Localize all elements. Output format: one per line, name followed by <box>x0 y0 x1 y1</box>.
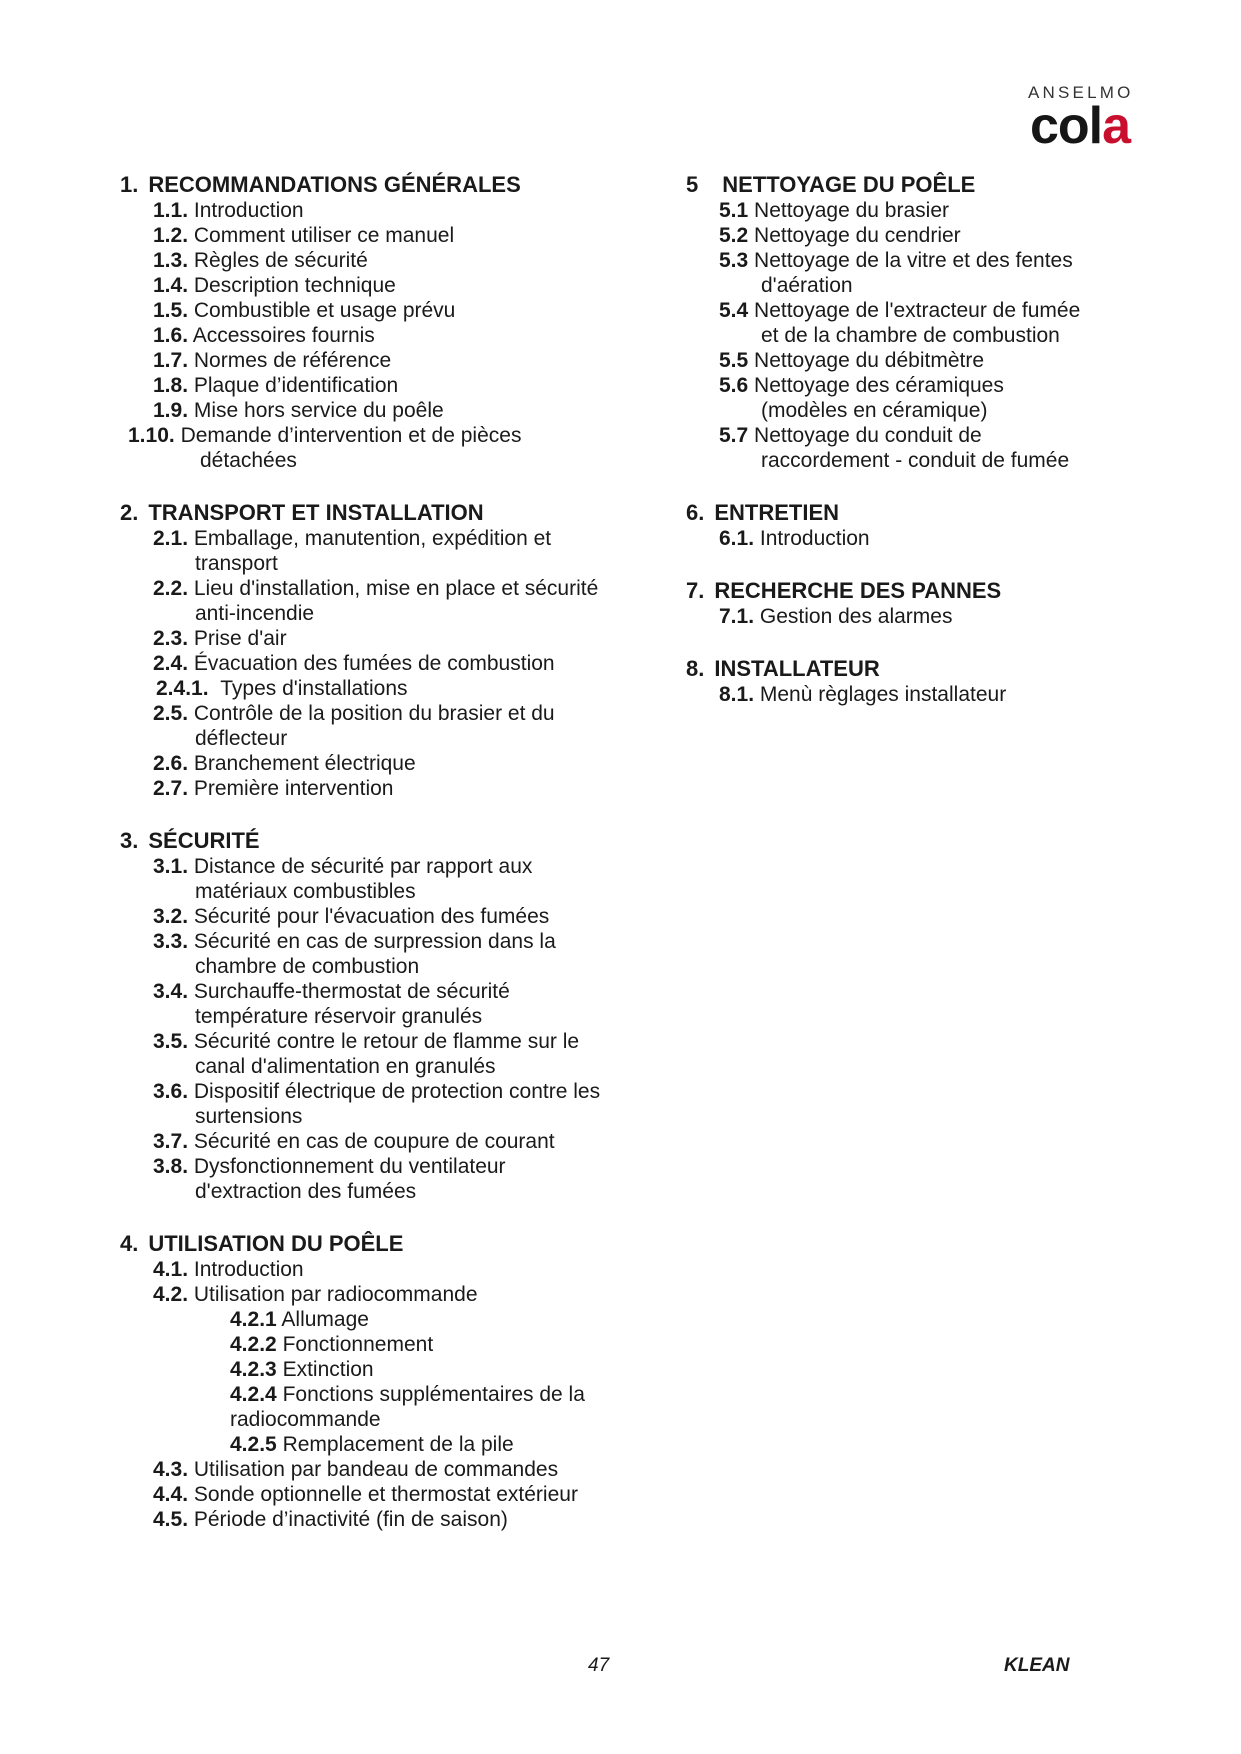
toc-entry[interactable]: 2.7. Première intervention <box>153 777 394 800</box>
toc-entry[interactable]: 4.1. Introduction <box>153 1258 304 1281</box>
toc-section <box>686 578 1146 629</box>
toc-entry[interactable]: 3.2. Sécurité pour l'évacuation des fumées <box>153 905 550 928</box>
toc-entry[interactable]: 4.2. Utilisation par radiocommande <box>153 1283 478 1306</box>
toc-entry[interactable]: 2.4.1. Types d'installations <box>156 677 408 700</box>
logo-brand-top: ANSELMO <box>1028 83 1134 102</box>
toc-entry[interactable]: 1.7. Normes de référence <box>153 349 392 372</box>
toc-entry[interactable]: 1.2. Comment utiliser ce manuel <box>153 224 455 247</box>
toc-entry[interactable]: 4.2.4 Fonctions supplémentaires de la radiocommande <box>230 1383 585 1431</box>
toc-entry[interactable]: 1.5. Combustible et usage prévu <box>153 299 456 322</box>
toc-entry[interactable]: 5.6 Nettoyage des céramiques (modèles en céramique) <box>719 374 1004 422</box>
toc-entry[interactable]: 5.2 Nettoyage du cendrier <box>719 224 961 247</box>
toc-entry[interactable]: 4.4. Sonde optionnelle et thermostat extérieur <box>153 1483 578 1506</box>
model-name: KLEAN <box>1004 1655 1070 1676</box>
section-title: 8. INSTALLATEUR <box>686 656 880 681</box>
toc-entry[interactable]: 2.6. Branchement électrique <box>153 752 416 775</box>
toc-entry[interactable]: 4.3. Utilisation par bandeau de commandes <box>153 1458 559 1481</box>
toc-entry[interactable]: 2.1. Emballage, manutention, expédition et transport <box>153 527 552 575</box>
toc-entry[interactable]: 5.3 Nettoyage de la vitre et des fentes d'aération <box>719 249 1073 297</box>
toc-entry[interactable]: 1.4. Description technique <box>153 274 396 297</box>
toc-entry[interactable]: 1.8. Plaque d’identification <box>153 374 399 397</box>
section-title: 7. RECHERCHE DES PANNES <box>686 578 1002 603</box>
section-title: 3. SÉCURITÉ <box>120 828 260 853</box>
toc-entry[interactable]: 2.3. Prise d'air <box>153 627 287 650</box>
toc-entry[interactable]: 3.4. Surchauffe-thermostat de sécurité température réservoir granulés <box>153 980 510 1028</box>
toc-left-column <box>120 172 640 1559</box>
toc-entry[interactable]: 1.6. Accessoires fournis <box>153 324 375 347</box>
toc-section <box>686 656 1146 707</box>
toc-section <box>120 500 640 801</box>
toc-entry[interactable]: 1.9. Mise hors service du poêle <box>153 399 444 422</box>
toc-entry[interactable]: 5.1 Nettoyage du brasier <box>719 199 949 222</box>
toc-section <box>686 500 1146 551</box>
toc-section <box>686 172 1146 473</box>
toc-entry[interactable]: 3.3. Sécurité en cas de surpression dans la chambre de combustion <box>153 930 556 978</box>
toc-entry[interactable]: 1.3. Règles de sécurité <box>153 249 368 272</box>
toc-entry[interactable]: 1.1. Introduction <box>153 199 304 222</box>
section-title: 6. ENTRETIEN <box>686 500 840 525</box>
toc-entry[interactable]: 7.1. Gestion des alarmes <box>719 605 953 628</box>
toc-entry[interactable]: 6.1. Introduction <box>719 527 870 550</box>
toc-entry[interactable]: 3.8. Dysfonctionnement du ventilateur d'extraction des fumées <box>153 1155 506 1203</box>
brand-logo <box>1028 83 1134 155</box>
toc-entry[interactable]: 2.4. Évacuation des fumées de combustion <box>153 652 555 675</box>
toc-entry[interactable]: 2.5. Contrôle de la position du brasier et du déflecteur <box>153 702 555 750</box>
section-title: 4. UTILISATION DU POÊLE <box>120 1231 404 1256</box>
toc-entry[interactable]: 8.1. Menù règlages installateur <box>719 683 1007 706</box>
toc-entry[interactable]: 2.2. Lieu d'installation, mise en place et sécurité anti-incendie <box>153 577 599 625</box>
section-title: 5 NETTOYAGE DU POÊLE <box>686 172 976 197</box>
page-number: 47 <box>588 1655 610 1676</box>
toc-right-column <box>686 172 1146 734</box>
toc-entry[interactable]: 3.1. Distance de sécurité par rapport aux matériaux combustibles <box>153 855 533 903</box>
toc-entry[interactable]: 5.5 Nettoyage du débitmètre <box>719 349 985 372</box>
toc-entry[interactable]: 4.2.5 Remplacement de la pile <box>230 1433 514 1456</box>
toc-section <box>120 172 640 473</box>
toc-entry[interactable]: 1.10. Demande d’intervention et de pièces détachées <box>128 424 522 472</box>
toc-entry[interactable]: 5.4 Nettoyage de l'extracteur de fumée et de la chambre de combustion <box>719 299 1081 347</box>
toc-entry[interactable]: 4.5. Période d’inactivité (fin de saison) <box>153 1508 508 1531</box>
toc-section <box>120 828 640 1204</box>
toc-entry[interactable]: 4.2.3 Extinction <box>230 1358 374 1381</box>
section-title: 1. RECOMMANDATIONS GÉNÉRALES <box>120 172 521 197</box>
toc-entry[interactable]: 4.2.2 Fonctionnement <box>230 1333 434 1356</box>
toc-entry[interactable]: 5.7 Nettoyage du conduit de raccordement - conduit de fumée <box>719 424 1070 472</box>
toc-entry[interactable]: 4.2.1 Allumage <box>230 1308 369 1331</box>
toc-entry[interactable]: 3.5. Sécurité contre le retour de flamme sur le canal d'alimentation en granulés <box>153 1030 580 1078</box>
toc-entry[interactable]: 3.6. Dispositif électrique de protection contre les surtensions <box>153 1080 601 1128</box>
toc-section <box>120 1231 640 1532</box>
section-title: 2. TRANSPORT ET INSTALLATION <box>120 500 484 525</box>
logo-brand-main: cola <box>1029 97 1131 155</box>
toc-entry[interactable]: 3.7. Sécurité en cas de coupure de courant <box>153 1130 555 1153</box>
